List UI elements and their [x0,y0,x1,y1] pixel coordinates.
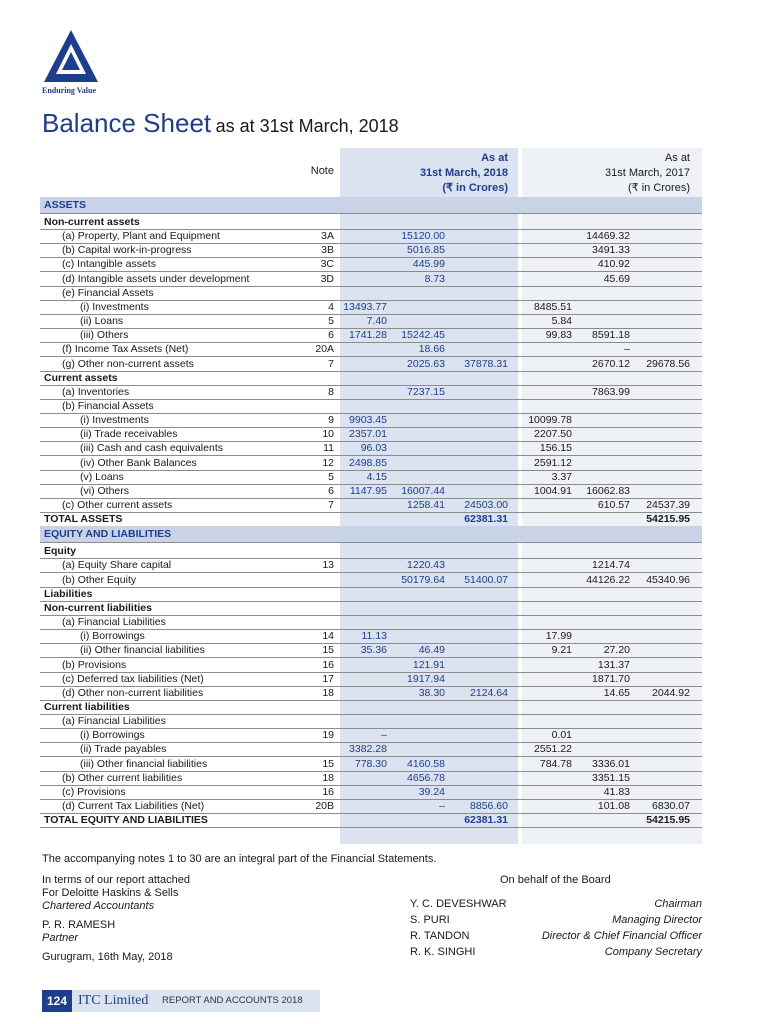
place-date: Gurugram, 16th May, 2018 [42,951,173,963]
board-heading: On behalf of the Board [500,874,611,886]
note-ref: 3A [321,230,334,243]
table-row [40,272,702,287]
row-label: (c) Deferred tax liabilities (Net) [62,672,204,685]
total-row [40,512,702,527]
amount-cell: 24503.00 [464,499,508,511]
note-ref: 7 [328,357,334,370]
table-row [40,371,702,386]
amount-cell: 8485.51 [534,300,572,313]
amount-cell: 14469.32 [586,230,630,243]
amount-cell: 44126.22 [586,573,630,586]
amount-cell: 45.69 [603,272,630,285]
note-ref: 12 [322,456,334,469]
amount-cell: 8856.60 [470,800,508,812]
note-ref: 17 [322,672,334,685]
row-label: (iii) Other financial liabilities [80,757,208,770]
table-row [40,643,702,658]
amount-cell: 18.66 [418,343,445,356]
table-row [40,229,702,244]
note-ref: 4 [328,300,334,313]
amount-cell: 7237.15 [407,385,445,398]
amount-cell: 5.84 [551,315,572,328]
row-label: (b) Capital work-in-progress [62,244,192,257]
row-label: (b) Other current liabilities [62,771,183,784]
row-label: (a) Equity Share capital [62,559,172,572]
title-sub: as at 31st March, 2018 [215,116,399,136]
amount-cell: 2207.50 [534,428,572,441]
previous-year-header: As at 31st March, 2017 (₹ in Crores) [605,152,690,194]
note-ref: 9 [328,414,334,427]
row-label: (b) Provisions [62,658,127,671]
row-label: TOTAL ASSETS [44,513,123,526]
table-row [40,413,702,428]
row-label: Current liabilities [44,700,130,713]
note-ref: 6 [328,484,334,497]
amount-cell: 1258.41 [407,499,445,511]
note-ref: 5 [328,470,334,483]
row-label: (a) Financial Liabilities [62,715,166,728]
row-label: (i) Investments [80,414,149,427]
footnote: The accompanying notes 1 to 30 are an integral part of the Financial Statements. [42,853,437,865]
row-label: (vi) Others [80,484,130,497]
amount-cell: 0.01 [551,729,572,742]
footer-text: REPORT AND ACCOUNTS 2018 [162,995,303,1006]
amount-cell: 16062.83 [586,484,630,497]
row-label: (i) Borrowings [80,729,145,742]
amount-cell: 3336.01 [592,757,630,770]
amount-cell: 2498.85 [349,456,387,469]
table-row [40,300,702,315]
amount-cell: 15120.00 [401,230,445,243]
row-label: (iii) Cash and cash equivalents [80,442,223,455]
row-label: (b) Other Equity [62,573,137,586]
amount-cell: 11.13 [361,630,387,643]
row-label: (ii) Trade receivables [80,428,178,441]
auditor-block: In terms of our report attached For Deloitte Haskins & Sells Chartered Accountants P. R. RAMESH Partner Gurugram, 16th May, 2018 [42,874,190,963]
note-ref: 18 [322,771,334,784]
page-title [42,108,399,139]
amount-cell: 784.78 [539,757,572,770]
row-label: Equity [44,545,77,558]
amount-cell: 1147.95 [349,484,387,497]
amount-cell: 5016.85 [407,244,445,257]
amount-cell: 778.30 [354,757,387,770]
board-member-name: R. K. SINGHI [410,946,476,958]
note-ref: 18 [322,686,334,699]
amount-cell: 1917.94 [407,672,445,685]
amount-cell: 50179.64 [401,573,445,586]
table-row [40,328,702,343]
board-member-role: Company Secretary [604,946,702,958]
amount-cell: 9.21 [551,644,572,657]
note-ref: 11 [323,442,334,455]
table-row [40,686,702,701]
table-row [40,257,702,272]
note-ref: 16 [322,785,334,798]
amount-cell: 99.83 [545,329,572,342]
table-row [40,243,702,258]
amount-cell: 8.73 [424,272,445,285]
table-row [40,286,702,301]
table-row [40,314,702,329]
table-row [40,484,702,499]
amount-cell: 16007.44 [401,484,445,497]
amount-cell: – [439,800,445,812]
row-label: (ii) Trade payables [80,743,167,756]
row-label: (c) Other current assets [62,499,173,511]
note-ref: 16 [322,658,334,671]
row-label: (a) Financial Liabilities [62,616,166,629]
table-row [40,672,702,687]
amount-cell: 7.40 [366,315,387,328]
amount-cell: 131.37 [597,658,630,671]
amount-cell: 27.20 [603,644,630,657]
board-member-name: S. PURI [410,914,450,926]
amount-cell: 2591.12 [534,456,572,469]
amount-cell: 54215.95 [646,513,690,526]
row-label: Non-current liabilities [44,601,152,614]
auditor-name: P. R. RAMESH [42,919,116,931]
row-label: ASSETS [44,199,87,211]
table-row [40,427,702,442]
note-column-header: Note [310,165,334,177]
table-row [40,601,702,616]
note-ref: 15 [322,757,334,770]
table-row [40,215,702,230]
table-row [40,573,702,588]
table-row [40,441,702,456]
amount-cell: 1871.70 [592,672,630,685]
amount-cell: 6830.07 [652,800,690,812]
amount-cell: 2357.01 [349,428,387,441]
note-ref: 20B [315,800,334,812]
row-label: (f) Income Tax Assets (Net) [62,343,189,356]
amount-cell: 610.57 [597,499,630,511]
table-row [40,714,702,729]
amount-cell: 156.15 [539,442,572,455]
amount-cell: 2044.92 [652,686,690,699]
table-row [40,544,702,559]
board-member-role: Chairman [654,898,702,910]
table-row [40,498,702,513]
amount-cell: 37878.31 [464,357,508,370]
table-row [40,385,702,400]
board-member-name: Y. C. DEVESHWAR [410,898,507,910]
amount-cell: 46.49 [418,644,445,657]
note-ref: 3C [320,258,334,271]
amount-cell: 1004.91 [534,484,572,497]
row-label: (d) Current Tax Liabilities (Net) [62,800,205,812]
title-main: Balance Sheet [42,108,212,138]
amount-cell: 2551.22 [534,743,572,756]
table-row [40,357,702,372]
amount-cell: 4.15 [366,470,387,483]
table-row [40,700,702,715]
row-label: TOTAL EQUITY AND LIABILITIES [44,814,208,827]
note-ref: 13 [322,559,334,572]
amount-cell: 2124.64 [470,686,508,699]
amount-cell: 410.92 [597,258,630,271]
table-row [40,799,702,814]
table-row [40,470,702,485]
amount-cell: 101.08 [597,800,630,812]
amount-cell: 2025.63 [407,357,445,370]
note-ref: 3D [320,272,334,285]
amount-cell: 4656.78 [407,771,445,784]
board-member-name: R. TANDON [410,930,470,942]
page-number: 124 [42,990,72,1012]
amount-cell: 3382.28 [349,743,387,756]
footer-brand: ITC Limited [78,993,149,1008]
amount-cell: 17.99 [545,630,572,643]
table-row [40,658,702,673]
row-label: (d) Other non-current liabilities [62,686,204,699]
amount-cell: 9903.45 [349,414,387,427]
amount-cell: 29678.56 [646,357,690,370]
amount-cell: 51400.07 [464,573,508,586]
board-member-role: Director & Chief Financial Officer [541,930,702,942]
row-label: (b) Financial Assets [62,399,154,412]
amount-cell: 54215.95 [646,814,690,827]
row-label: (i) Investments [80,300,149,313]
row-label: (a) Property, Plant and Equipment [62,230,220,243]
amount-cell: 121.91 [412,658,445,671]
section-band [40,526,702,543]
table-row [40,728,702,743]
amount-cell: 3.37 [551,470,572,483]
table-row [40,615,702,630]
table-row [40,399,702,414]
amount-cell: 15242.45 [401,329,445,342]
amount-cell: 39.24 [418,785,445,798]
current-year-header: As at 31st March, 2018 (₹ in Crores) [419,152,508,194]
row-label: Current assets [44,371,118,384]
note-ref: 10 [322,428,334,441]
note-ref: 19 [322,729,334,742]
amount-cell: 14.65 [603,686,630,699]
amount-cell: 41.83 [603,785,630,798]
amount-cell: 3491.33 [592,244,630,257]
note-ref: 5 [328,315,334,328]
row-label: Liabilities [44,587,93,600]
row-label: (a) Inventories [62,385,130,398]
row-label: (d) Intangible assets under development [62,272,250,285]
amount-cell: – [381,729,387,742]
row-label: (v) Loans [80,470,124,483]
amount-cell: 8591.18 [592,329,630,342]
table-row [40,558,702,573]
amount-cell: 62381.31 [464,814,508,827]
note-ref: 15 [322,644,334,657]
table-row [40,456,702,471]
itc-logo [40,28,104,95]
amount-cell: 96.03 [360,442,387,455]
amount-cell: 4160.58 [407,757,445,770]
section-band [40,197,702,214]
table-row [40,587,702,602]
amount-cell: 1220.43 [407,559,445,572]
amount-cell: 3351.15 [592,771,630,784]
amount-cell: 7863.99 [592,385,630,398]
board-member-role: Managing Director [612,914,702,926]
row-label: (iv) Other Bank Balances [80,456,197,469]
table-row [40,629,702,644]
table-row [40,785,702,800]
amount-cell: 62381.31 [464,513,508,526]
note-ref: 3B [321,244,334,257]
table-row [40,757,702,772]
row-label: (g) Other non-current assets [62,357,194,370]
note-ref: 20A [315,343,334,356]
row-label: (i) Borrowings [80,630,145,643]
amount-cell: 13493.77 [343,300,387,313]
table-row [40,771,702,786]
amount-cell: 445.99 [412,258,445,271]
amount-cell: 38.30 [418,686,445,699]
row-label: (ii) Loans [80,315,124,328]
amount-cell: 35.36 [360,644,387,657]
logo-tagline: Enduring Value [42,86,97,95]
amount-cell: 1214.74 [592,559,630,572]
amount-cell: 45340.96 [646,573,690,586]
amount-cell: 1741.28 [349,329,387,342]
amount-cell: 10099.78 [528,414,572,427]
total-row [40,813,702,828]
note-ref: 6 [328,329,334,342]
row-label: (e) Financial Assets [62,286,154,299]
amount-cell: 24537.39 [646,499,690,511]
table-row [40,742,702,757]
note-ref: 8 [328,385,334,398]
row-label: (c) Intangible assets [62,258,156,271]
row-label: Non-current assets [44,216,140,228]
table-row [40,342,702,357]
row-label: (iii) Others [80,329,129,342]
row-label: (c) Provisions [62,785,126,798]
amount-cell: – [624,343,630,356]
note-ref: 7 [328,499,334,511]
note-ref: 14 [322,630,334,643]
row-label: EQUITY AND LIABILITIES [44,528,172,541]
itc-logo-icon [40,28,102,84]
row-label: (ii) Other financial liabilities [80,644,205,657]
amount-cell: 2670.12 [592,357,630,370]
